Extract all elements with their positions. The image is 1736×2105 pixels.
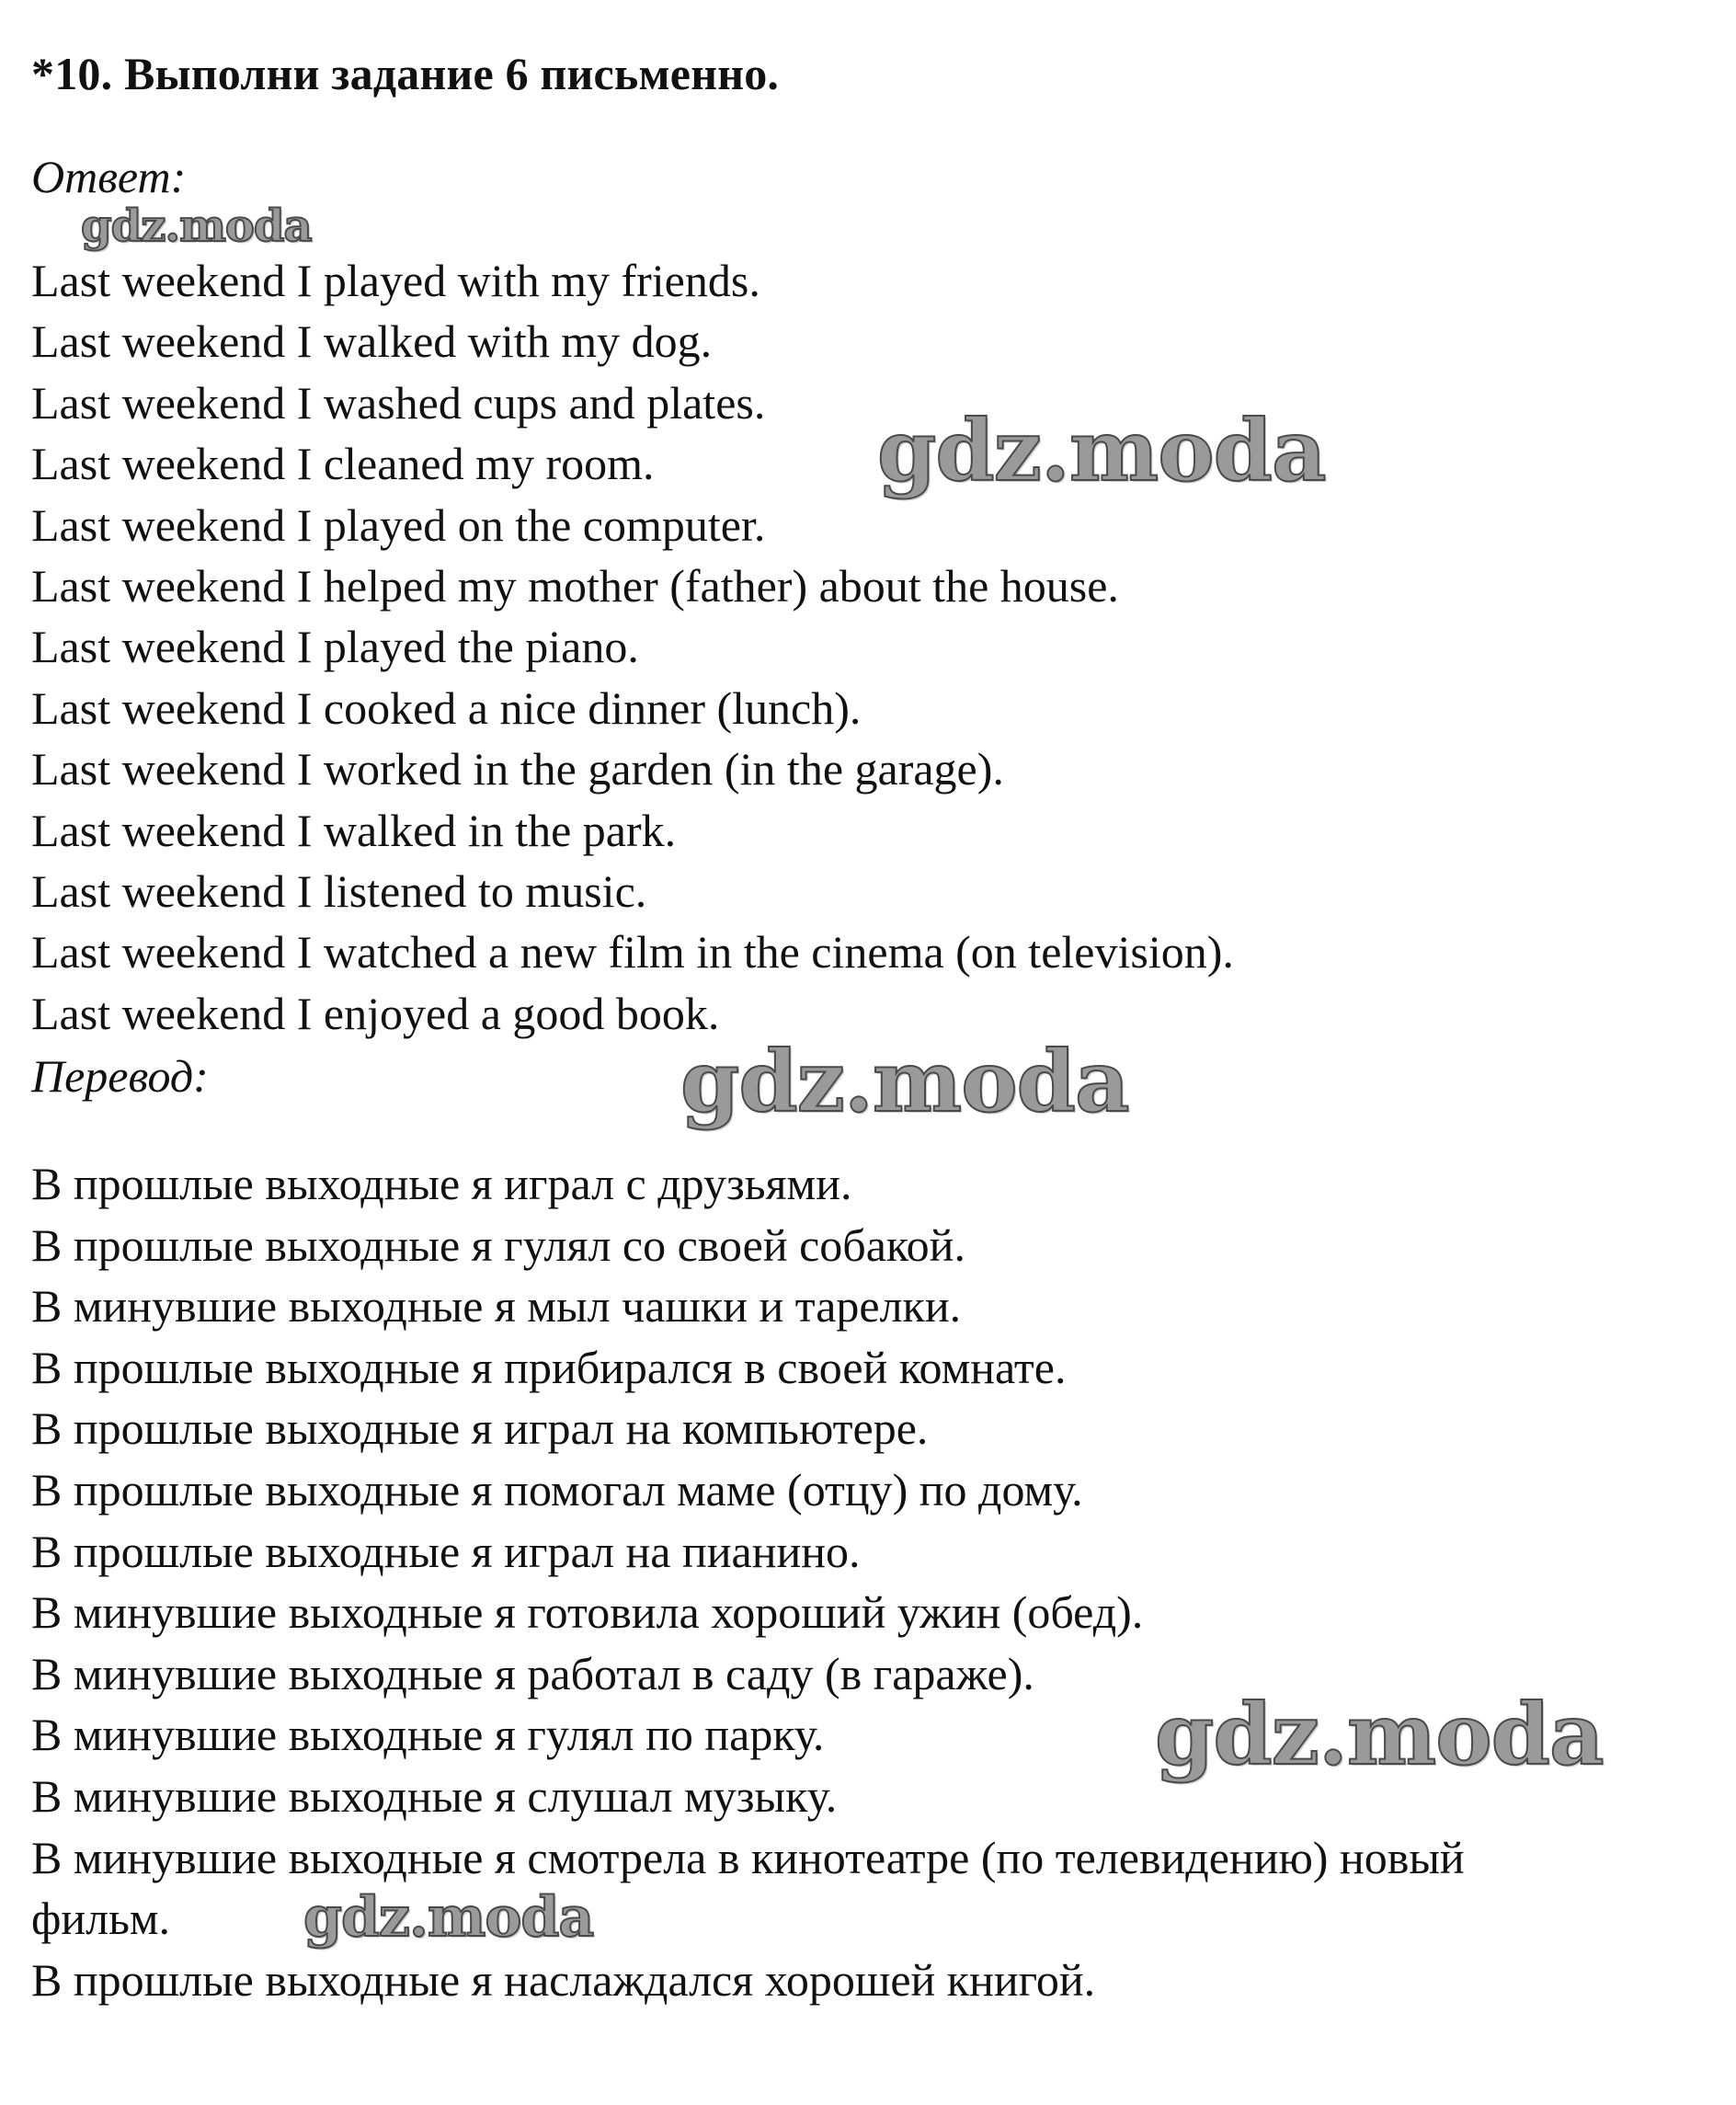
translation-line: В прошлые выходные я играл на компьютере. (31, 1402, 929, 1455)
answer-line: Last weekend I played with my friends. (31, 255, 760, 306)
watermark-logo: gdz.moda (81, 200, 312, 252)
translation-label: Перевод: (31, 1050, 209, 1102)
task-title: *10. Выполни задание 6 письменно. (31, 48, 780, 99)
answer-line: Last weekend I walked in the park. (31, 804, 677, 856)
translation-line: В минувшие выходные я мыл чашки и тарелки. (31, 1280, 962, 1333)
answer-line: Last weekend I played the piano. (31, 621, 639, 673)
answer-line: Last weekend I walked with my dog. (31, 315, 713, 368)
translation-line: В прошлые выходные я помогал маме (отцу) по дому. (31, 1463, 1083, 1516)
answer-line: Last weekend I enjoyed a good book. (31, 987, 720, 1039)
answer-line: Last weekend I listened to music. (31, 865, 647, 918)
answer-line: Last weekend I cooked a nice dinner (lunch). (31, 681, 862, 734)
watermark-logo: gdz.moda (877, 401, 1326, 500)
answer-line: Last weekend I helped my mother (father) about the house. (31, 560, 1119, 612)
watermark-logo: gdz.moda (680, 1032, 1129, 1131)
watermark-logo: gdz.moda (303, 1885, 594, 1950)
translation-line: В прошлые выходные я играл с друзьями. (31, 1158, 852, 1209)
translation-line: В прошлые выходные я гулял со своей собакой. (31, 1218, 965, 1271)
translation-line: В минувшие выходные я гулял по парку. (31, 1709, 825, 1761)
translation-line: В минувшие выходные я слушал музыку. (31, 1769, 838, 1822)
translation-line: В минувшие выходные я работал в саду (в гараже). (31, 1647, 1034, 1699)
translation-line: В прошлые выходные я играл на пианино. (31, 1525, 861, 1577)
answer-line: Last weekend I played on the computer. (31, 498, 766, 551)
answer-line: Last weekend I washed cups and plates. (31, 376, 766, 429)
translation-line: фильм. (31, 1893, 171, 1945)
translation-line: В прошлые выходные я прибирался в своей комнате. (31, 1341, 1067, 1393)
watermark-logo: gdz.moda (1155, 1685, 1604, 1784)
translation-line: В минувшие выходные я готовила хороший ужин (обед). (31, 1586, 1144, 1639)
translation-line: В минувшие выходные я смотрела в кинотеатре (по телевидению) новый (31, 1831, 1465, 1883)
answer-label: Ответ: (31, 151, 187, 202)
answer-list (31, 250, 1234, 1044)
answer-line: Last weekend I worked in the garden (in the garage). (31, 743, 1004, 795)
answer-line: Last weekend I cleaned my room. (31, 438, 655, 490)
translation-line: В прошлые выходные я наслаждался хорошей книгой. (31, 1953, 1096, 2006)
answer-line: Last weekend I watched a new film in the cinema (on television). (31, 926, 1234, 978)
translation-list (31, 1153, 1465, 2010)
